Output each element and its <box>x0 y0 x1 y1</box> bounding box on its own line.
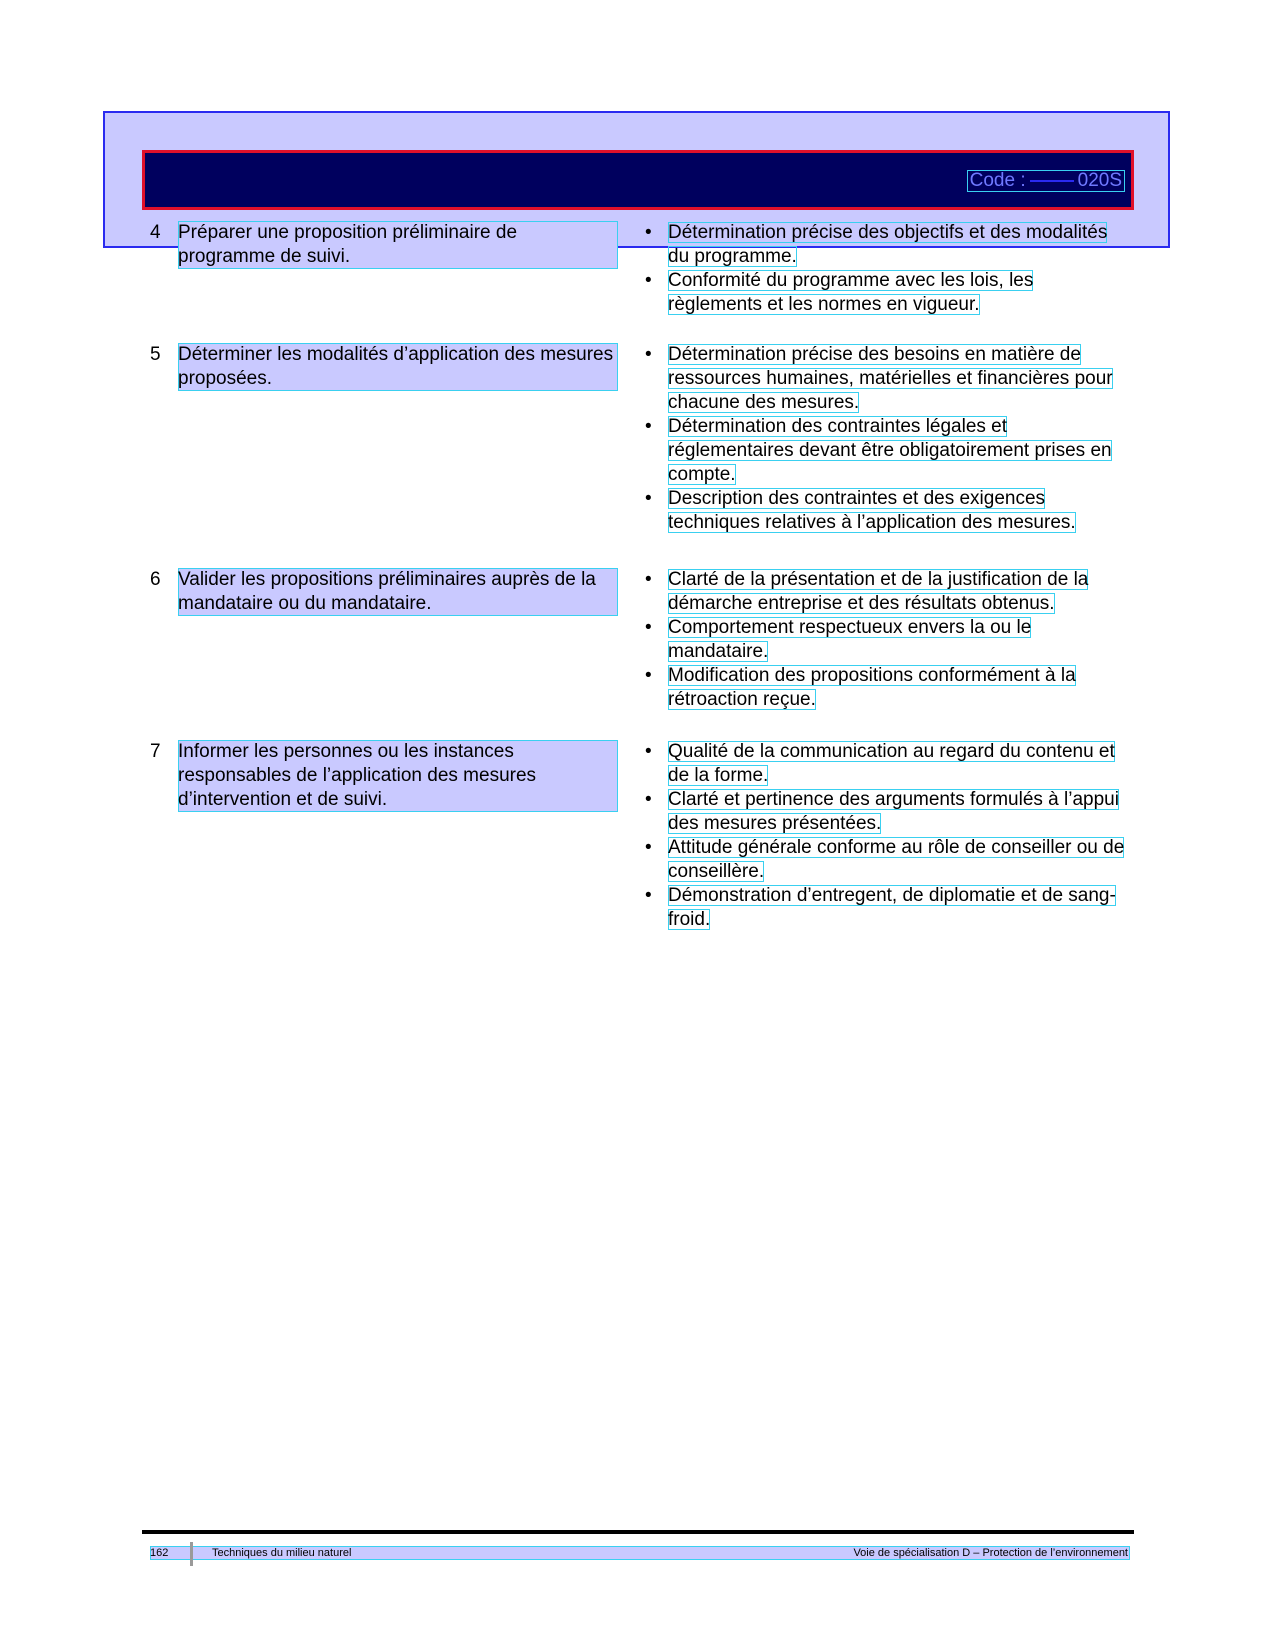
criterion-text: Description des contraintes et des exigences techniques relatives à l’application des mesures. <box>668 488 1076 533</box>
criterion-text: Détermination des contraintes légales et réglementaires devant être obligatoirement prises en compte. <box>668 416 1112 485</box>
criterion-item <box>645 487 1125 535</box>
criterion-text: Qualité de la communication au regard du contenu et de la forme. <box>668 741 1115 786</box>
page-number: 162 <box>150 1547 169 1559</box>
element-number: 5 <box>150 344 161 365</box>
criteria-list <box>645 568 1125 712</box>
program-title: Techniques du milieu naturel <box>212 1547 352 1559</box>
competency-code <box>967 170 1125 192</box>
criterion-item <box>645 568 1125 616</box>
element-number: 4 <box>150 222 161 243</box>
criterion-text: Clarté de la présentation et de la justification de la démarche entreprise et des résultats obtenus. <box>668 569 1089 614</box>
code-gap <box>1030 180 1074 182</box>
code-value: 020S <box>1077 170 1122 191</box>
specialization-title: Voie de spécialisation D – Protection de l’environnement <box>853 1547 1128 1559</box>
criteria-list <box>645 221 1125 317</box>
criterion-text: Modification des propositions conformément à la rétroaction reçue. <box>668 665 1076 710</box>
criterion-item <box>645 740 1125 788</box>
criterion-item <box>645 343 1125 415</box>
criterion-item <box>645 415 1125 487</box>
criterion-item <box>645 664 1125 712</box>
element-text: Valider les propositions préliminaires auprès de la mandataire ou du mandataire. <box>178 568 618 616</box>
code-label: Code : <box>969 170 1026 191</box>
criterion-text: Clarté et pertinence des arguments formulés à l’appui des mesures présentées. <box>668 789 1119 834</box>
criterion-text: Détermination précise des besoins en matière de ressources humaines, matérielles et financières pour chacune des mesures. <box>668 344 1113 413</box>
criteria-list <box>645 343 1125 535</box>
criterion-item <box>645 221 1125 269</box>
criterion-item <box>645 616 1125 664</box>
competency-header-bar <box>142 150 1134 210</box>
criterion-item <box>645 269 1125 317</box>
criterion-text: Détermination précise des objectifs et des modalités du programme. <box>668 222 1108 267</box>
criteria-list <box>645 740 1125 932</box>
criterion-item <box>645 788 1125 836</box>
footer-rule <box>142 1530 1134 1534</box>
criterion-text: Conformité du programme avec les lois, les règlements et les normes en vigueur. <box>668 270 1034 315</box>
criterion-text: Démonstration d’entregent, de diplomatie et de sang-froid. <box>668 885 1116 930</box>
page-footer <box>150 1546 1130 1560</box>
element-text: Informer les personnes ou les instances responsables de l’application des mesures d’intervention et de suivi. <box>178 740 618 812</box>
criterion-text: Comportement respectueux envers la ou le mandataire. <box>668 617 1032 662</box>
element-number: 6 <box>150 569 161 590</box>
element-number: 7 <box>150 741 161 762</box>
footer-separator <box>190 1542 193 1566</box>
criterion-text: Attitude générale conforme au rôle de conseiller ou de conseillère. <box>668 837 1125 882</box>
criterion-item <box>645 836 1125 884</box>
criterion-item <box>645 884 1125 932</box>
element-text: Préparer une proposition préliminaire de programme de suivi. <box>178 221 618 269</box>
element-text: Déterminer les modalités d’application des mesures proposées. <box>178 343 618 391</box>
